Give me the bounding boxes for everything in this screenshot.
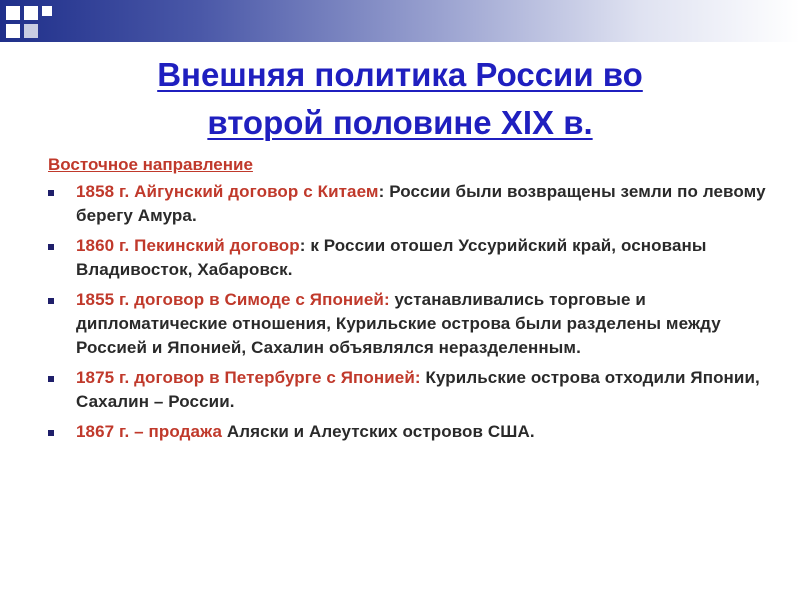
square-bullet-icon bbox=[48, 430, 54, 436]
square-bullet-icon bbox=[48, 190, 54, 196]
item-text: : к России отошел Уссурийский край, основаны Владивосток, Хабаровск. bbox=[76, 236, 707, 279]
item-text: Курильские острова отходили Японии, Сахалин – России. bbox=[76, 368, 760, 411]
item-lead: 1867 г. – продажа bbox=[76, 422, 223, 441]
treaty-list bbox=[46, 180, 786, 444]
item-lead: 1860 г. Пекинский договор bbox=[76, 236, 300, 255]
item-text: устанавливались торговые и дипломатические отношения, Курильские острова были разделены между Россией и Японией, Сахалин объявлялся неразделенным. bbox=[76, 290, 721, 357]
header-gradient-bar bbox=[0, 0, 800, 42]
list-item bbox=[46, 180, 786, 228]
title-line-2: второй половине XIX в. bbox=[207, 104, 593, 141]
square-bullet-icon bbox=[48, 244, 54, 250]
title-line-1: Внешняя политика России во bbox=[157, 56, 643, 93]
square-bullet-icon bbox=[48, 376, 54, 382]
section-heading: Восточное направление bbox=[48, 155, 253, 174]
item-lead: 1855 г. договор в Симоде с Японией: bbox=[76, 290, 390, 309]
item-lead: 1858 г. Айгунский договор с Китаем bbox=[76, 182, 379, 201]
slide-content bbox=[46, 153, 786, 450]
list-item bbox=[46, 366, 786, 414]
list-item bbox=[46, 288, 786, 360]
item-lead: 1875 г. договор в Петербурге с Японией: bbox=[76, 368, 421, 387]
list-item bbox=[46, 234, 786, 282]
page-title bbox=[0, 51, 800, 147]
item-text: Аляски и Алеутских островов США. bbox=[222, 422, 535, 441]
list-item bbox=[46, 420, 786, 444]
square-bullet-icon bbox=[48, 298, 54, 304]
item-text: : России были возвращены земли по левому берегу Амура. bbox=[76, 182, 766, 225]
